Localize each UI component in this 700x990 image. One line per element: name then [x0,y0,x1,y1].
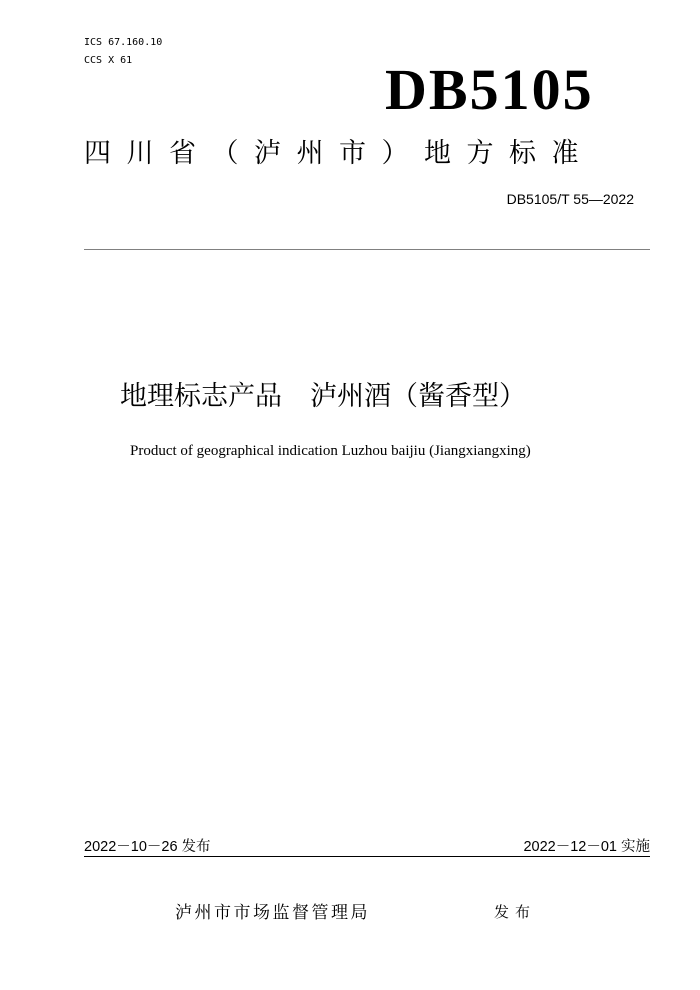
footer-divider [84,856,650,857]
ccs-code: CCS X 61 [84,55,133,66]
document-title-en: Product of geographical indication Luzhou baijiu (Jiangxiangxing) [130,443,531,459]
title-zh-part1: 地理标志产品 [120,381,282,412]
implementation-date: 2022－12－01 实施 [523,839,650,855]
document-title-zh [120,378,526,416]
title-zh-part2: 泸州酒（酱香型） [310,381,526,412]
header-divider [84,249,650,250]
publish-label: 发布 [494,903,537,921]
standard-type-title: 四川省（泸州市）地方标准 [84,138,594,169]
issuing-authority: 泸州市市场监督管理局 [175,903,370,923]
standard-code: DB5105 [385,57,594,122]
issue-date: 2022－10－26 发布 [84,839,211,855]
ics-code: ICS 67.160.10 [84,37,163,48]
standard-number: DB5105/T 55—2022 [506,191,634,207]
